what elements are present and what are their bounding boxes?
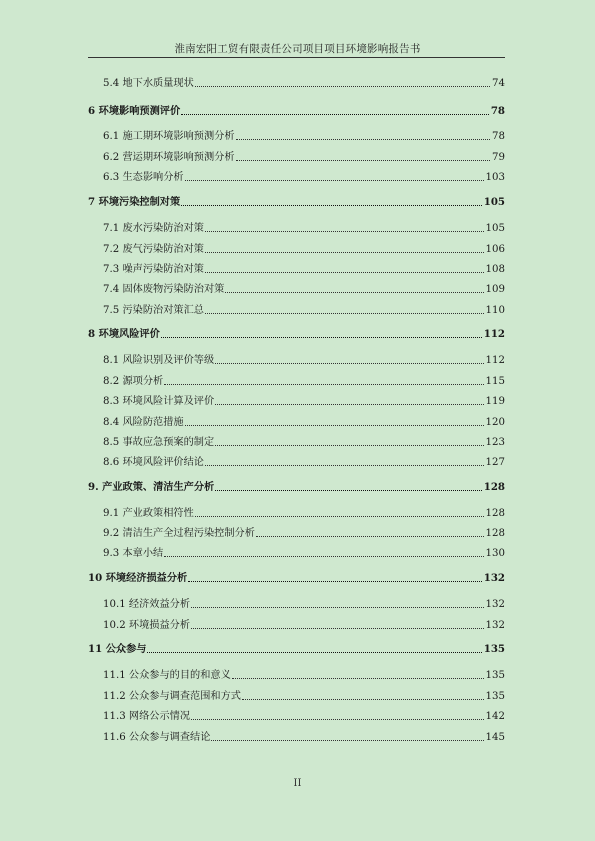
toc-entry[interactable] (103, 728, 505, 744)
toc-entry-title: 11 公众参与 (88, 643, 147, 655)
dot-leader (215, 404, 483, 405)
header-rule (88, 57, 505, 58)
toc-entry[interactable] (103, 127, 505, 143)
dot-leader (191, 607, 484, 608)
toc-entry[interactable] (103, 280, 505, 296)
dot-leader (256, 536, 484, 537)
toc-entry-page: 112 (483, 328, 505, 340)
dot-leader (215, 490, 481, 491)
dot-leader (236, 160, 491, 161)
toc-entry-page: 128 (485, 528, 505, 539)
toc-entry-title: 7.5 污染防治对策汇总 (103, 305, 204, 316)
toc-entry[interactable] (103, 453, 505, 469)
toc-entry[interactable] (88, 193, 505, 209)
dot-leader (195, 86, 490, 87)
dot-leader (147, 652, 481, 653)
toc-entry[interactable] (103, 687, 505, 703)
toc-entry-page: 106 (485, 244, 505, 255)
dot-leader (164, 556, 483, 557)
toc-entry[interactable] (103, 595, 505, 611)
toc-entry-title: 5.4 地下水质量现状 (103, 78, 194, 89)
toc-entry-title: 11.2 公众参与调查范围和方式 (103, 691, 241, 702)
dot-leader (164, 384, 483, 385)
toc-entry-page: 105 (483, 196, 505, 208)
dot-leader (161, 337, 482, 338)
dot-leader (242, 699, 484, 700)
toc-entry-title: 9.3 本章小结 (103, 548, 164, 559)
toc-entry[interactable] (103, 351, 505, 367)
toc-entry-page: 128 (483, 481, 505, 493)
toc-entry-title: 7 环境污染控制对策 (88, 196, 181, 208)
toc-entry[interactable] (103, 260, 505, 276)
toc-entry[interactable] (88, 569, 505, 585)
toc-entry-page: 130 (485, 548, 505, 559)
dot-leader (181, 114, 489, 115)
toc-entry[interactable] (103, 616, 505, 632)
toc-entry-title: 9. 产业政策、清洁生产分析 (88, 481, 215, 493)
toc-entry-title: 10.1 经济效益分析 (103, 599, 191, 610)
toc-entry-title: 7.1 废水污染防治对策 (103, 223, 204, 234)
toc-entry-page: 120 (485, 417, 505, 428)
toc-entry-title: 8.6 环境风险评价结论 (103, 457, 204, 468)
toc-entry[interactable] (88, 102, 505, 118)
toc-entry-page: 103 (485, 172, 505, 183)
dot-leader (232, 678, 484, 679)
toc-entry-page: 135 (483, 643, 505, 655)
toc-entry-page: 79 (492, 152, 505, 163)
toc-entry[interactable] (103, 413, 505, 429)
dot-leader (211, 740, 483, 741)
toc-entry-page: 145 (485, 732, 505, 743)
dot-leader (191, 628, 484, 629)
toc-entry-page: 112 (485, 355, 505, 366)
toc-entry[interactable] (88, 640, 505, 656)
toc-entry-page: 119 (485, 396, 505, 407)
toc-entry-title: 8.1 风险识别及评价等级 (103, 355, 215, 366)
toc-entry-page: 78 (492, 131, 505, 142)
toc-entry-page: 128 (485, 508, 505, 519)
dot-leader (205, 252, 484, 253)
toc-entry-page: 132 (485, 620, 505, 631)
toc-entry-title: 6.2 营运期环境影响预测分析 (103, 152, 235, 163)
toc-entry-page: 109 (485, 284, 505, 295)
toc-entry-page: 123 (485, 437, 505, 448)
dot-leader (185, 425, 484, 426)
toc-entry[interactable] (103, 240, 505, 256)
running-header: 淮南宏阳工贸有限责任公司项目项目环境影响报告书 (174, 43, 421, 55)
toc-entry[interactable] (88, 325, 505, 341)
toc-entry-page: 135 (485, 670, 505, 681)
toc-entry-title: 6.3 生态影响分析 (103, 172, 184, 183)
toc-entry-page: 135 (485, 691, 505, 702)
toc-entry-title: 11.1 公众参与的目的和意义 (103, 670, 231, 681)
dot-leader (215, 363, 483, 364)
toc-entry-page: 127 (485, 457, 505, 468)
toc-entry[interactable] (103, 219, 505, 235)
toc-entry-title: 8 环境风险评价 (88, 328, 160, 340)
toc-entry[interactable] (103, 707, 505, 723)
toc-entry-page: 115 (485, 376, 505, 387)
toc-entry-page: 132 (483, 572, 505, 584)
toc-entry[interactable] (103, 168, 505, 184)
toc-entry-title: 7.3 噪声污染防治对策 (103, 264, 204, 275)
toc-entry[interactable] (103, 524, 505, 540)
toc-entry-page: 105 (485, 223, 505, 234)
dot-leader (195, 516, 484, 517)
toc-entry-title: 8.2 源项分析 (103, 376, 164, 387)
toc-entry[interactable] (103, 392, 505, 408)
toc-entry-title: 7.4 固体废物污染防治对策 (103, 284, 225, 295)
toc-entry-page: 142 (485, 711, 505, 722)
dot-leader (191, 719, 484, 720)
toc-entry[interactable] (103, 74, 505, 90)
toc-entry-page: 74 (492, 78, 505, 89)
toc-entry-title: 11.6 公众参与调查结论 (103, 732, 211, 743)
dot-leader (225, 292, 483, 293)
toc-entry[interactable] (88, 478, 505, 494)
toc-entry[interactable] (103, 504, 505, 520)
dot-leader (181, 205, 482, 206)
toc-entry[interactable] (103, 372, 505, 388)
toc-entry-page: 108 (485, 264, 505, 275)
toc-entry-title: 6.1 施工期环境影响预测分析 (103, 131, 235, 142)
toc-entry-page: 78 (490, 105, 505, 117)
toc-entry-page: 132 (485, 599, 505, 610)
page-number: II (293, 778, 302, 789)
dot-leader (205, 313, 484, 314)
toc-entry-title: 7.2 废气污染防治对策 (103, 244, 204, 255)
dot-leader (188, 581, 482, 582)
toc-entry-title: 11.3 网络公示情况 (103, 711, 191, 722)
dot-leader (205, 272, 484, 273)
dot-leader (205, 465, 484, 466)
toc-entry[interactable] (103, 544, 505, 560)
toc-entry-title: 9.2 清洁生产全过程污染控制分析 (103, 528, 255, 539)
toc-entry[interactable] (103, 301, 505, 317)
dot-leader (205, 231, 484, 232)
dot-leader (185, 180, 484, 181)
toc-entry[interactable] (103, 666, 505, 682)
toc-entry-title: 9.1 产业政策相符性 (103, 508, 194, 519)
dot-leader (236, 139, 491, 140)
dot-leader (215, 445, 483, 446)
toc-entry-title: 10 环境经济损益分析 (88, 572, 188, 584)
toc-entry[interactable] (103, 148, 505, 164)
toc-entry-title: 10.2 环境损益分析 (103, 620, 191, 631)
toc-entry-title: 8.3 环境风险计算及评价 (103, 396, 215, 407)
toc-entry-page: 110 (485, 305, 505, 316)
toc-entry[interactable] (103, 433, 505, 449)
toc-entry-title: 8.5 事故应急预案的制定 (103, 437, 215, 448)
toc-entry-title: 8.4 风险防范措施 (103, 417, 184, 428)
toc-entry-title: 6 环境影响预测评价 (88, 105, 181, 117)
